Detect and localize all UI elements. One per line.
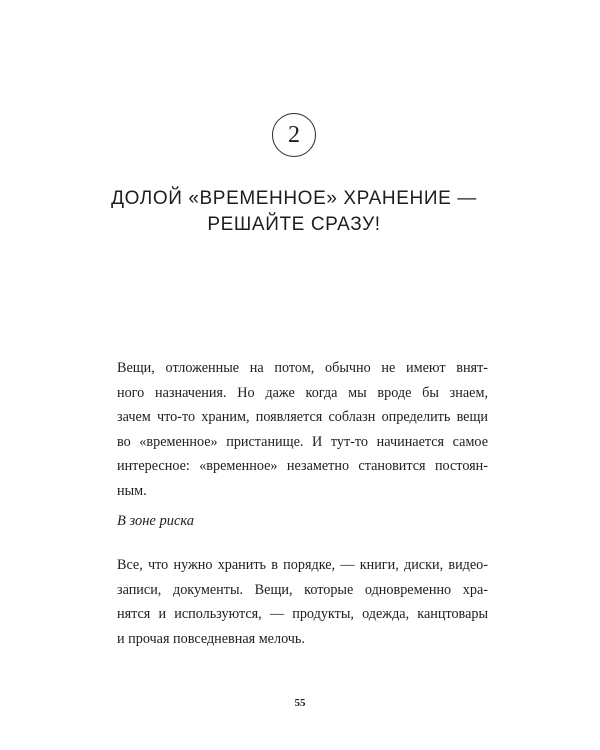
text-line: интересное: «временное» незаметно становится постоян- (117, 458, 488, 474)
text-line: Вещи, отложенные на потом, обычно не имеют внят- (117, 360, 488, 376)
chapter-number: 2 (288, 121, 300, 148)
chapter-number-badge (272, 113, 316, 157)
text-line: записи, документы. Вещи, которые одновременно хра- (117, 581, 488, 598)
text-line: нятся и используются, — продукты, одежда, канцтовары (117, 606, 488, 622)
chapter-title-line: ДОЛОЙ «ВРЕМЕННОЕ» ХРАНЕНИЕ — (111, 188, 477, 209)
text-line: во «временное» пристанище. И тут-то начинается самое (117, 433, 488, 450)
text-line: ным. (117, 482, 147, 499)
text-line: Все, что нужно хранить в порядке, — книги, диски, видео- (117, 557, 488, 573)
page-number: 55 (294, 697, 306, 709)
section-heading: В зоне риска (117, 513, 195, 529)
text-line: зачем что-то храним, появляется соблазн определить вещи (117, 409, 488, 425)
text-line: и прочая повседневная мелочь. (117, 630, 305, 647)
text-line: ного назначения. Но даже когда мы вроде бы знаем, (117, 384, 488, 401)
chapter-title (100, 186, 488, 238)
paragraph-1 (117, 356, 488, 503)
chapter-title-line: РЕШАЙТЕ СРАЗУ! (207, 214, 381, 235)
paragraph-2 (117, 553, 488, 651)
